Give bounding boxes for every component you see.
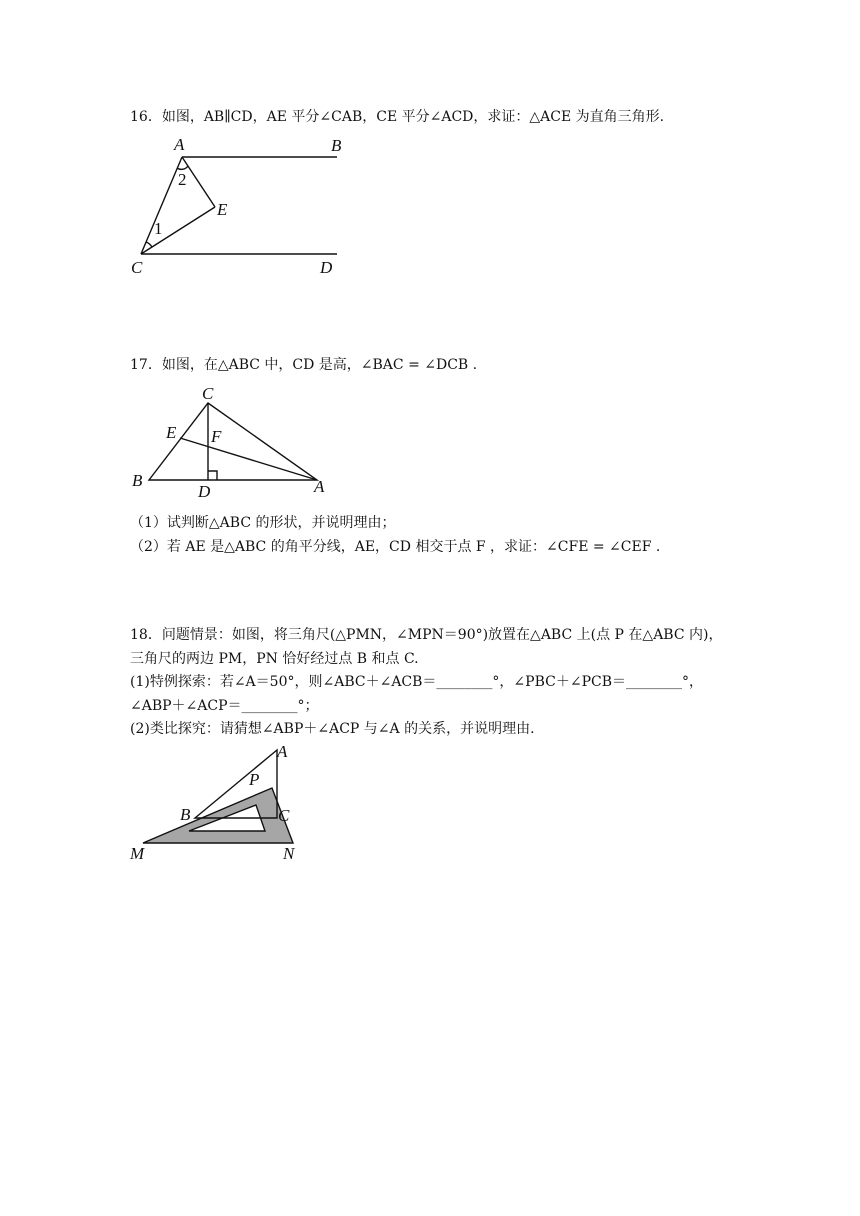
line-ac xyxy=(141,157,182,254)
line-ae xyxy=(182,157,215,207)
q18-line2: 三角尺的两边 PM，PN 恰好经过点 B 和点 C. xyxy=(130,651,419,667)
label-b: B xyxy=(132,471,143,490)
q17-part1: （1）试判断△ABC 的形状，并说明理由； xyxy=(130,515,396,531)
label-c: C xyxy=(202,384,214,403)
q17-part2: （2）若 AE 是△ABC 的角平分线，AE，CD 相交于点 F ，求证：∠CFE = ∠CEF . xyxy=(130,539,661,555)
label-c: C xyxy=(131,258,143,277)
label-e: E xyxy=(217,200,228,219)
q16-text: 16．如图，AB∥CD，AE 平分∠CAB，CE 平分∠ACD，求证：△ACE 为直角三角形. xyxy=(130,109,665,125)
label-n: N xyxy=(283,844,295,863)
label-a: A xyxy=(277,742,288,761)
bisector-ae xyxy=(180,438,317,480)
q18-line4: ∠ABP＋∠ACP＝________°； xyxy=(130,698,319,714)
label-f: F xyxy=(211,427,222,446)
q18-line3: (1)特例探索：若∠A＝50°，则∠ABC＋∠ACB＝________°，∠PBC＋∠PCB＝________°， xyxy=(130,674,703,690)
label-angle-2: 2 xyxy=(178,170,187,189)
angle-arc-1 xyxy=(146,242,152,247)
right-angle-mark xyxy=(208,471,217,480)
label-angle-1: 1 xyxy=(154,219,163,238)
set-square-pmn xyxy=(143,788,293,843)
label-a: A xyxy=(314,477,325,496)
label-b: B xyxy=(331,136,342,155)
q17-figure xyxy=(128,382,338,504)
label-p: P xyxy=(249,770,260,789)
q16-figure xyxy=(125,130,355,280)
q18-figure xyxy=(125,740,310,870)
line-ce xyxy=(141,207,215,254)
label-c: C xyxy=(278,806,290,825)
label-e: E xyxy=(166,423,177,442)
q17-text: 17．如图，在△ABC 中，CD 是高，∠BAC = ∠DCB . xyxy=(130,357,478,373)
q18-line5: (2)类比探究：请猜想∠ABP＋∠ACP 与∠A 的关系，并说明理由. xyxy=(130,721,535,737)
q18-line1: 18．问题情景：如图，将三角尺(△PMN，∠MPN＝90°)放置在△ABC 上(点 P 在△ABC 内)， xyxy=(130,627,723,643)
label-m: M xyxy=(130,844,145,863)
label-a: A xyxy=(174,135,185,154)
label-d: D xyxy=(198,482,211,501)
label-d: D xyxy=(320,258,333,277)
label-b: B xyxy=(180,805,191,824)
